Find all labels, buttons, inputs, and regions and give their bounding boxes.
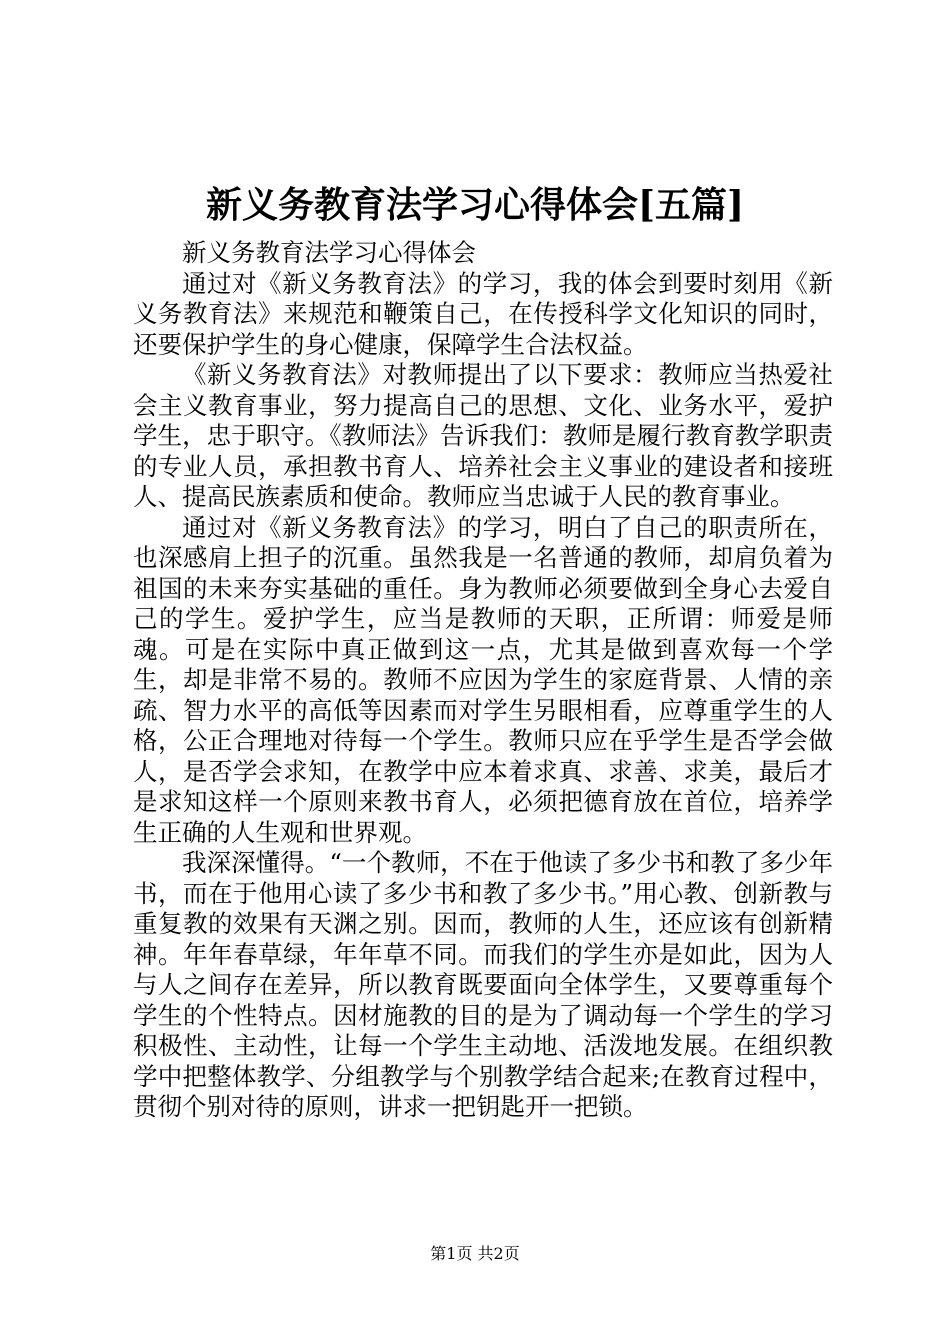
paragraph: 通过对《新义务教育法》的学习，我的体会到要时刻用《新义务教育法》来规范和鞭策自己，在传授科学文化知识的同时，还要保护学生的身心健康，保障学生合法权益。 (133, 268, 833, 359)
paragraph: 《新义务教育法》对教师提出了以下要求：教师应当热爱社会主义教育事业，努力提高自己的思想、文化、业务水平，爱护学生，忠于职守。《教师法》告诉我们：教师是履行教育教学职责的专业人员，承担教书育人、培养社会主义事业的建设者和接班人、提高民族素质和使命。教师应当忠诚于人民的教育事业。 (133, 360, 833, 511)
paragraph: 通过对《新义务教育法》的学习，明白了自己的职责所在，也深感肩上担子的沉重。虽然我是一名普通的教师，却肩负着为祖国的未来夯实基础的重任。身为教师必须要做到全身心去爱自己的学生。爱护学生，应当是教师的天职，正所谓：师爱是师魂。可是在实际中真正做到这一点，尤其是做到喜欢每一个学生，却是非常不易的。教师不应因为学生的家庭背景、人情的亲疏、智力水平的高低等因素而对学生另眼相看，应尊重学生的人格，公正合理地对待每一个学生。教师只应在乎学生是否学会做人，是否学会求知，在教学中应本着求真、求善、求美，最后才是求知这样一个原则来教书育人，必须把德育放在首位，培养学生正确的人生观和世界观。 (133, 512, 833, 847)
paragraph-subtitle: 新义务教育法学习心得体会 (182, 238, 476, 267)
paragraph: 我深深懂得。“一个教师，不在于他读了多少书和教了多少年书，而在于他用心读了多少书和教了多少书。”用心教、创新教与重复教的效果有天渊之别。因而，教师的人生，还应该有创新精神。年年春草绿，年年草不同。而我们的学生亦是如此，因为人与人之间存在差异，所以教育既要面向全体学生，又要尊重每个学生的个性特点。因材施教的目的是为了调动每一个学生的学习积极性、主动性，让每一个学生主动地、活泼地发展。在组织教学中把整体教学、分组教学与个别教学结合起来;在教育过程中，贯彻个别对待的原则，讲求一把钥匙开一把锁。 (133, 848, 833, 1121)
document-title: 新义务教育法学习心得体会[五篇] (205, 184, 745, 226)
page-number-footer: 第1页 共2页 (430, 1244, 520, 1263)
document-body (133, 238, 833, 1123)
